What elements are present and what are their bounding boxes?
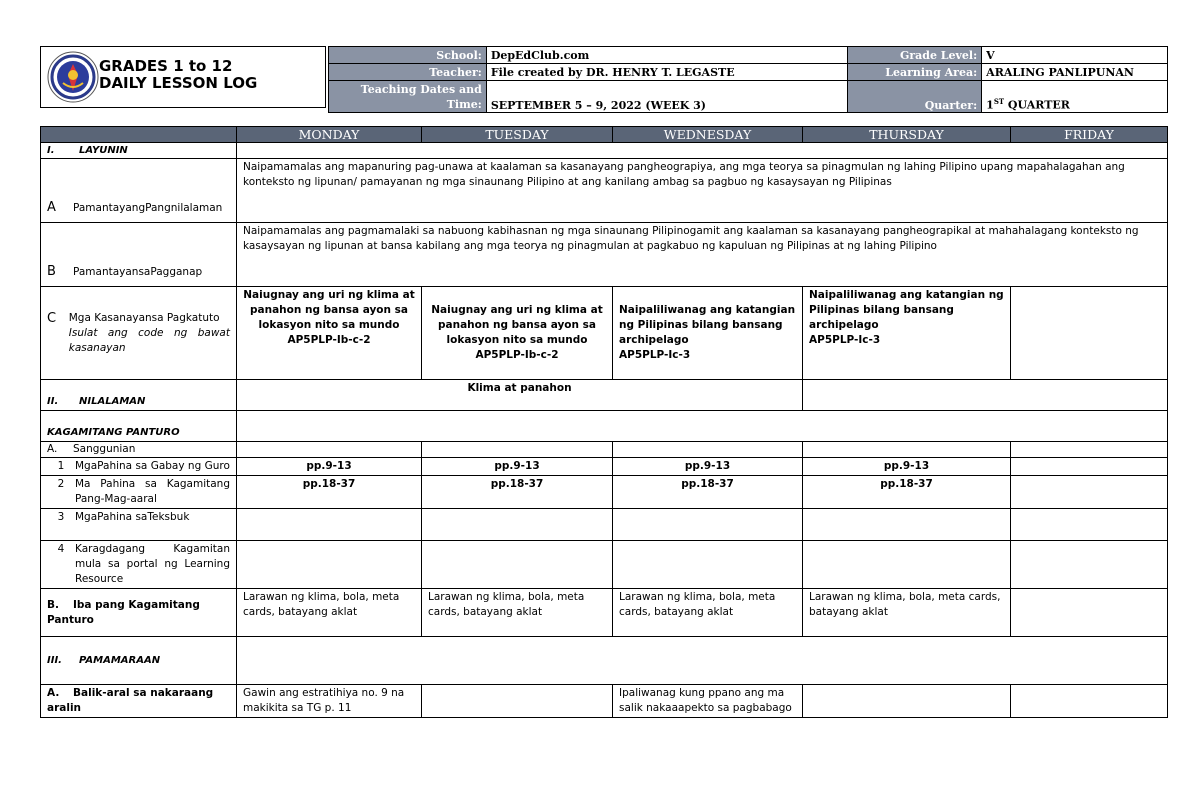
pamamaraan-row <box>41 637 1168 685</box>
teksbuk-monday <box>237 509 422 541</box>
balik-aral-thursday <box>803 685 1011 718</box>
day-header-friday: FRIDAY <box>1011 127 1168 143</box>
pamamaraan-title: PAMAMARAAN <box>79 655 161 666</box>
sanggunian-label <box>41 442 237 458</box>
row-b-title: PamantayansaPagganap <box>73 266 203 278</box>
iba-pang-kagamitan-row <box>41 589 1168 637</box>
pamantayan-sa-pagganap-row <box>41 223 1168 287</box>
iba-pang-kagamitan-tuesday: Larawan ng klima, bola, meta cards, batayang aklat <box>422 589 613 637</box>
sanggunian-letter: A. <box>47 443 58 455</box>
karagdagang-kagamitan-thursday <box>803 541 1011 589</box>
kagamitan-row <box>41 411 1168 442</box>
pamantayan-sa-pagganap-text: Naipamamalas ang pagmamalaki sa nabuong kabihasnan ng mga sinaunang Pilipinogamit ang kaalaman sa kasanayang pangheograpikal at mahahalagang konteksto ng kasaysayan ng lipunan at bansa kabilang ang mga teorya ng pinagmulan at pagkabuo ng kapuluan ng Pilipinas at ng lahing Pilipino <box>237 223 1168 287</box>
school-value: DepEdClub.com <box>486 47 847 64</box>
grade-level-value: V <box>982 47 1168 64</box>
teksbuk-title: MgaPahina saTeksbuk <box>75 511 190 523</box>
kasanayan-monday-code: AP5PLP-Ib-c-2 <box>287 334 371 346</box>
gabay-guro-number: 1 <box>57 460 65 472</box>
grade-level-label: Grade Level: <box>848 47 982 64</box>
teaching-dates-label-line2: Time: <box>446 98 482 111</box>
title-box <box>40 46 326 108</box>
kasanayan-wednesday-text: Naipaliliwanag ang katangian ng Pilipinas bilang bansang archipelago <box>619 304 796 346</box>
kagamitan-cell <box>237 411 1168 442</box>
kagamitang-mag-aaral-monday: pp.18-37 <box>237 476 422 509</box>
teksbuk-label <box>41 509 237 541</box>
blank-header-cell <box>41 127 237 143</box>
row-a-title: PamantayangPangnilalaman <box>73 202 223 214</box>
nilalaman-title: NILALAMAN <box>79 396 146 407</box>
teacher-label: Teacher: <box>329 64 487 81</box>
day-header-tuesday: TUESDAY <box>422 127 613 143</box>
sanggunian-thursday <box>803 442 1011 458</box>
kagamitang-mag-aaral-number: 2 <box>57 478 65 490</box>
kasanayan-thursday-code: AP5PLP-Ic-3 <box>809 334 881 346</box>
sanggunian-title: Sanggunian <box>73 443 136 455</box>
teaching-dates-label <box>329 81 487 113</box>
pamantayang-pangnilalaman-label <box>41 159 237 223</box>
karagdagang-kagamitan-wednesday <box>613 541 803 589</box>
karagdagang-kagamitan-label <box>41 541 237 589</box>
karagdagang-kagamitan-monday <box>237 541 422 589</box>
gabay-guro-label <box>41 458 237 476</box>
iba-pang-kagamitan-label <box>41 589 237 637</box>
karagdagang-kagamitan-friday <box>1011 541 1168 589</box>
kagamitang-mag-aaral-label <box>41 476 237 509</box>
teksbuk-thursday <box>803 509 1011 541</box>
learning-area-value: ARALING PANLIPUNAN <box>982 64 1168 81</box>
kagamitang-mag-aaral-row <box>41 476 1168 509</box>
sanggunian-monday <box>237 442 422 458</box>
nilalaman-number: II. <box>47 396 59 407</box>
row-letter-b: B <box>47 264 56 279</box>
gabay-guro-thursday: pp.9-13 <box>803 458 1011 476</box>
quarter-number: 1 <box>986 99 994 112</box>
kagamitang-mag-aaral-friday <box>1011 476 1168 509</box>
balik-aral-tuesday <box>422 685 613 718</box>
quarter-label: Quarter: <box>848 81 982 113</box>
sanggunian-wednesday <box>613 442 803 458</box>
nilalaman-text: Klima at panahon <box>237 380 803 411</box>
layunin-title: LAYUNIN <box>79 145 128 156</box>
kasanayan-label <box>41 287 237 380</box>
kasanayan-friday <box>1011 287 1168 380</box>
kagamitang-mag-aaral-tuesday: pp.18-37 <box>422 476 613 509</box>
learning-area-label: Learning Area: <box>848 64 982 81</box>
iba-pang-kagamitan-monday: Larawan ng klima, bola, meta cards, batayang aklat <box>237 589 422 637</box>
gabay-guro-monday: pp.9-13 <box>237 458 422 476</box>
karagdagang-kagamitan-number: 4 <box>57 543 65 555</box>
gabay-guro-tuesday: pp.9-13 <box>422 458 613 476</box>
lesson-log-header <box>40 46 1168 110</box>
nilalaman-heading <box>41 380 237 411</box>
row-c-title: Mga Kasanayansa Pagkatuto <box>68 311 220 324</box>
teksbuk-wednesday <box>613 509 803 541</box>
kagamitang-mag-aaral-wednesday: pp.18-37 <box>613 476 803 509</box>
balik-aral-title: Balik-aral sa nakaraang aralin <box>47 687 214 714</box>
gabay-guro-title: MgaPahina sa Gabay ng Guro <box>75 460 230 472</box>
title-line-2: DAILY LESSON LOG <box>99 74 258 92</box>
iba-pang-kagamitan-wednesday: Larawan ng klima, bola, meta cards, batayang aklat <box>613 589 803 637</box>
teaching-dates-value: SEPTEMBER 5 – 9, 2022 (WEEK 3) <box>486 81 847 113</box>
kasanayan-tuesday <box>422 287 613 380</box>
balik-aral-monday: Gawin ang estratihiya no. 9 na makikita sa TG p. 11 <box>237 685 422 718</box>
iba-pang-kagamitan-title: Iba pang Kagamitang Panturo <box>47 598 200 626</box>
kasanayan-tuesday-code: AP5PLP-Ib-c-2 <box>475 349 559 361</box>
gabay-guro-wednesday: pp.9-13 <box>613 458 803 476</box>
layunin-row <box>41 143 1168 159</box>
quarter-suffix: ST <box>993 97 1005 107</box>
kasanayan-thursday <box>803 287 1011 380</box>
balik-aral-letter: A. <box>47 687 60 699</box>
karagdagang-kagamitan-tuesday <box>422 541 613 589</box>
nilalaman-row <box>41 380 1168 411</box>
iba-pang-kagamitan-friday <box>1011 589 1168 637</box>
sanggunian-friday <box>1011 442 1168 458</box>
gabay-guro-friday <box>1011 458 1168 476</box>
pamantayang-pangnilalaman-text: Naipamamalas ang mapanuring pag-unawa at kaalaman sa kasanayang pangheograpiya, ang mga teorya sa pinagmulan ng lahing Pilipino upang mapahalagahan ang konteksto ng lipunan/ pamayanan ng mga sinaunang Pilipino at ang kanilang ambag sa pagbuo ng kasaysayan ng Pilipinas <box>237 159 1168 223</box>
kasanayan-monday <box>237 287 422 380</box>
teksbuk-friday <box>1011 509 1168 541</box>
kasanayan-monday-text: Naiugnay ang uri ng klima at panahon ng bansa ayon sa lokasyon nito sa mundo <box>243 289 415 331</box>
pamamaraan-number: III. <box>47 655 62 666</box>
kagamitang-mag-aaral-thursday: pp.18-37 <box>803 476 1011 509</box>
teksbuk-number: 3 <box>57 511 65 523</box>
lesson-log-table <box>40 126 1168 718</box>
balik-aral-friday <box>1011 685 1168 718</box>
row-letter-a: A <box>47 200 56 215</box>
day-header-monday: MONDAY <box>237 127 422 143</box>
row-c-subtitle: Isulat ang code ng bawat kasanayan <box>68 326 230 354</box>
kasanayan-tuesday-text: Naiugnay ang uri ng klima at panahon ng bansa ayon sa lokasyon nito sa mundo <box>431 304 603 346</box>
iba-pang-kagamitan-thursday: Larawan ng klima, bola, meta cards, batayang aklat <box>803 589 1011 637</box>
layunin-heading <box>41 143 237 159</box>
karagdagang-kagamitan-row <box>41 541 1168 589</box>
teksbuk-tuesday <box>422 509 613 541</box>
layunin-number: I. <box>47 145 55 156</box>
title-line-1: GRADES 1 to 12 <box>99 57 233 75</box>
sanggunian-tuesday <box>422 442 613 458</box>
layunin-cell <box>237 143 1168 159</box>
iba-pang-kagamitan-letter: B. <box>47 598 59 611</box>
balik-aral-wednesday: Ipaliwanag kung ppano ang ma salik nakaaapekto sa pagbabago <box>613 685 803 718</box>
kagamitang-mag-aaral-title: Ma Pahina sa Kagamitang Pang-Mag-aaral <box>75 478 230 505</box>
teaching-dates-label-line1: Teaching Dates and <box>360 83 482 96</box>
quarter-value <box>982 81 1168 113</box>
kasanayan-wednesday <box>613 287 803 380</box>
quarter-word: QUARTER <box>1004 99 1070 112</box>
balik-aral-label <box>41 685 237 718</box>
lesson-info-table <box>328 46 1168 113</box>
pamantayan-sa-pagganap-label <box>41 223 237 287</box>
kasanayan-thursday-text: Naipaliliwanag ang katangian ng Pilipinas bilang bansang archipelago <box>809 289 1004 331</box>
kagamitan-heading: KAGAMITANG PANTURO <box>41 411 237 442</box>
gabay-guro-row <box>41 458 1168 476</box>
day-header-row <box>41 127 1168 143</box>
pamamaraan-heading <box>41 637 237 685</box>
nilalaman-thu-fri <box>803 380 1168 411</box>
teksbuk-row <box>41 509 1168 541</box>
pamamaraan-cell <box>237 637 1168 685</box>
day-header-thursday: THURSDAY <box>803 127 1011 143</box>
pamantayang-pangnilalaman-row <box>41 159 1168 223</box>
balik-aral-row <box>41 685 1168 718</box>
deped-seal-icon <box>47 51 99 103</box>
teacher-value: File created by DR. HENRY T. LEGASTE <box>486 64 847 81</box>
school-label: School: <box>329 47 487 64</box>
row-letter-c: C <box>47 310 57 326</box>
karagdagang-kagamitan-title: Karagdagang Kagamitan mula sa portal ng Learning Resource <box>75 543 230 585</box>
kasanayan-wednesday-code: AP5PLP-Ic-3 <box>619 349 691 361</box>
kasanayan-row <box>41 287 1168 380</box>
day-header-wednesday: WEDNESDAY <box>613 127 803 143</box>
sanggunian-row <box>41 442 1168 458</box>
